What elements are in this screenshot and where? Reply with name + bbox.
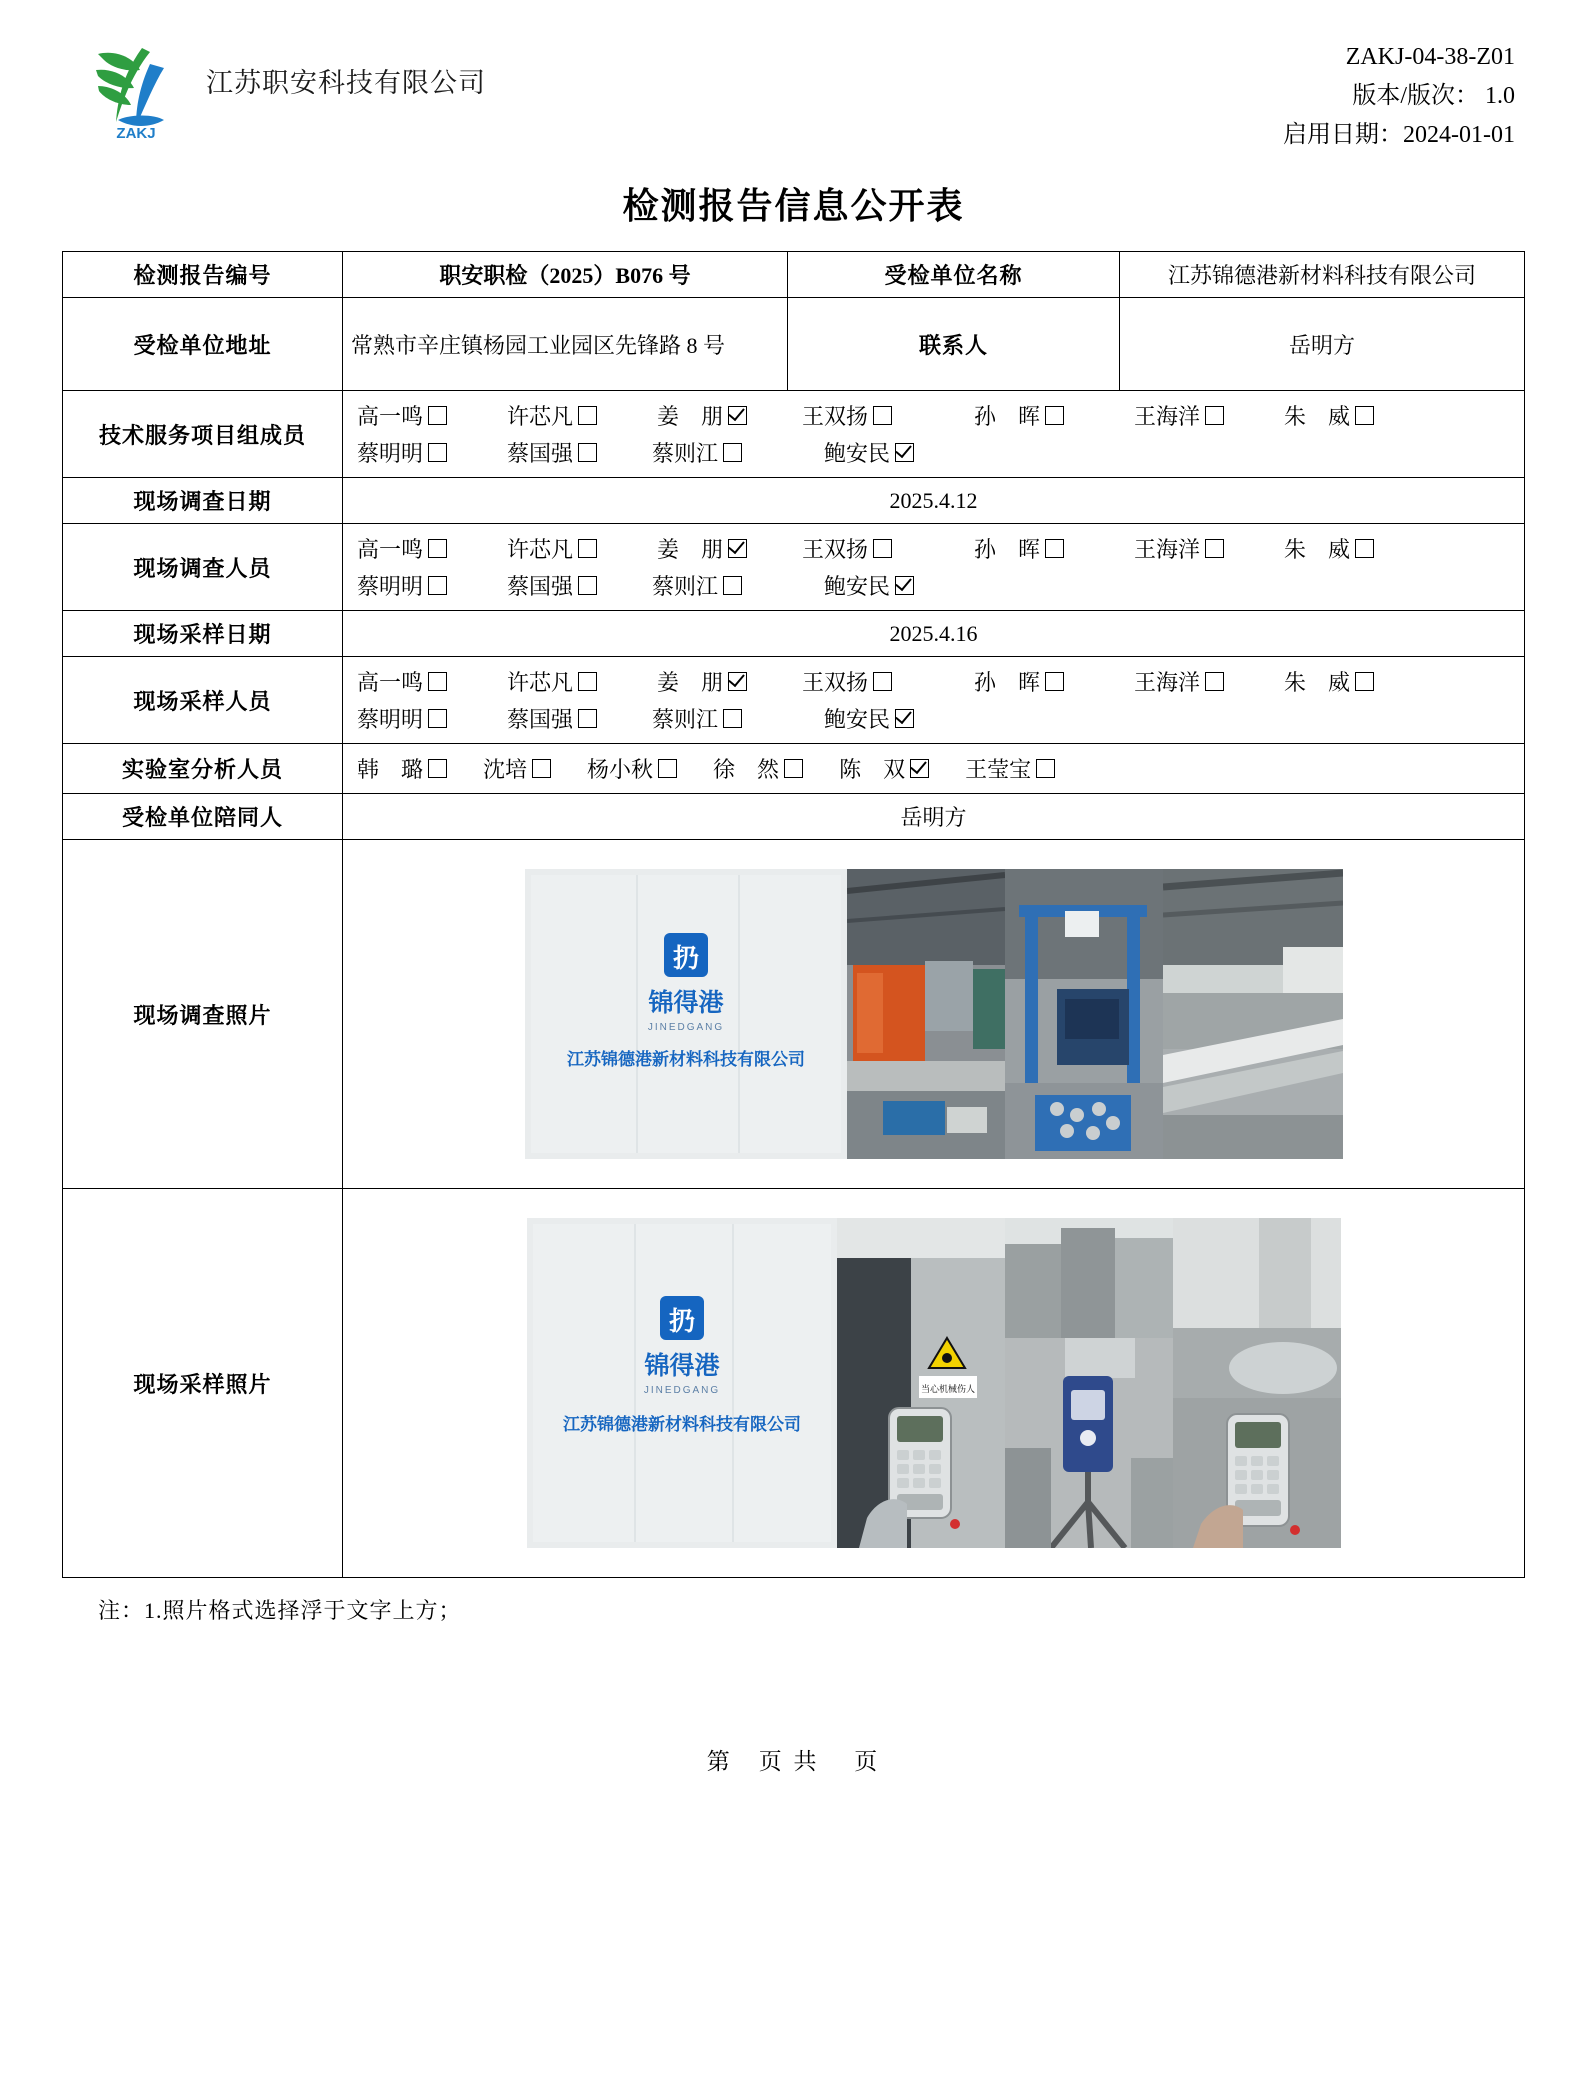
checkbox-icon[interactable] [1205,406,1224,425]
checkbox-icon[interactable] [578,406,597,425]
member-checkbox[interactable]: 蔡明明 [357,437,507,468]
table-row-lab-people [63,744,1525,794]
page-title: 检测报告信息公开表 [622,186,965,226]
table-row-survey-date [63,478,1525,524]
member-checkbox[interactable]: 王双扬 [802,666,974,697]
checkbox-icon[interactable] [578,672,597,691]
client-name-label: 受检单位名称 [788,252,1120,298]
signboard-company: 江苏锦德港新材料科技有限公司 [562,1415,801,1434]
sampling-people-list [343,661,1524,739]
member-checkbox[interactable]: 王莹宝 [965,753,1055,784]
signboard-brand-en: JINEDGANG [643,1385,720,1396]
photo-sampling-pump-tripod [1005,1218,1173,1548]
doc-effective-date: 启用日期：2024-01-01 [1283,121,1515,148]
lab-people-list [343,748,1524,789]
member-checkbox[interactable]: 韩 璐 [357,753,447,784]
checkbox-icon[interactable] [723,709,742,728]
checkbox-icon[interactable] [910,759,929,778]
member-checkbox[interactable]: 孙 晖 [974,666,1134,697]
member-checkbox[interactable]: 蔡明明 [357,570,507,601]
member-checkbox[interactable]: 姜 朋 [657,666,802,697]
table-row-survey-photos [63,840,1525,1189]
member-checkbox[interactable]: 朱 威 [1284,400,1434,431]
table-row-sampling-date [63,611,1525,657]
member-checkbox[interactable]: 鲍安民 [824,570,984,601]
member-checkbox[interactable]: 姜 朋 [657,533,802,564]
member-checkbox[interactable]: 沈培 [483,753,551,784]
photo-company-signboard [527,1218,837,1548]
checkbox-icon[interactable] [895,576,914,595]
sampling-date-value: 2025.4.16 [343,611,1525,657]
lab-people-label: 实验室分析人员 [63,744,343,794]
sampling-photos-cell [343,1189,1525,1578]
checkbox-icon[interactable] [784,759,803,778]
client-addr-label: 受检单位地址 [63,298,343,391]
sampling-photo-strip [351,1196,1516,1570]
member-checkbox[interactable]: 王海洋 [1134,666,1284,697]
checkbox-icon[interactable] [428,759,447,778]
contact-value: 岳明方 [1120,298,1525,391]
checkbox-icon[interactable] [1045,539,1064,558]
member-checkbox[interactable]: 鲍安民 [824,437,984,468]
checkbox-icon[interactable] [428,443,447,462]
checkbox-icon[interactable] [428,672,447,691]
report-no-label: 检测报告编号 [63,252,343,298]
member-checkbox[interactable]: 王双扬 [802,533,974,564]
survey-photos-cell [343,840,1525,1189]
member-checkbox[interactable]: 杨小秋 [587,753,677,784]
table-row-address [63,298,1525,391]
member-checkbox[interactable]: 陈 双 [839,753,929,784]
table-row-survey-people [63,524,1525,611]
checkbox-icon[interactable] [1205,539,1224,558]
member-checkbox[interactable]: 蔡则江 [652,703,824,734]
sampling-photos-label: 现场采样照片 [63,1189,343,1578]
checkbox-icon[interactable] [658,759,677,778]
checkbox-icon[interactable] [728,672,747,691]
warning-label: 当心机械伤人 [920,1384,975,1394]
signboard-brand-cn: 锦得港 [648,990,724,1017]
sampling-people-cell [343,657,1525,744]
contact-label: 联系人 [788,298,1120,391]
member-checkbox[interactable]: 蔡明明 [357,703,507,734]
survey-date-label: 现场调查日期 [63,478,343,524]
checkbox-icon[interactable] [728,406,747,425]
checkbox-icon[interactable] [1045,406,1064,425]
member-checkbox[interactable]: 许芯凡 [507,533,657,564]
signboard-company: 江苏锦德港新材料科技有限公司 [566,1050,805,1069]
table-row-escort [63,794,1525,840]
checkbox-icon[interactable] [428,709,447,728]
photo-company-signboard [525,869,847,1159]
photo-handheld-meter-warning [837,1218,1005,1548]
member-checkbox[interactable]: 姜 朋 [657,400,802,431]
doc-version: 版本/版次： 1.0 [1352,82,1515,109]
member-checkbox[interactable]: 高一鸣 [357,666,507,697]
client-addr-value: 常熟市辛庄镇杨园工业园区先锋路 8 号 [343,298,788,391]
checkbox-icon[interactable] [728,539,747,558]
escort-value: 岳明方 [343,794,1525,840]
photo-handheld-meter-workshop [1173,1218,1341,1548]
checkbox-icon[interactable] [578,709,597,728]
table-row-report-no [63,252,1525,298]
member-checkbox[interactable]: 许芯凡 [507,666,657,697]
lab-people-cell [343,744,1525,794]
survey-photo-strip [351,847,1516,1181]
checkbox-icon[interactable] [723,443,742,462]
doc-code: ZAKJ-04-38-Z01 [1345,44,1515,70]
member-checkbox[interactable]: 朱 威 [1284,666,1434,697]
member-checkbox[interactable]: 王双扬 [802,400,974,431]
member-checkbox[interactable]: 蔡国强 [507,437,652,468]
member-checkbox[interactable]: 孙 晖 [974,533,1134,564]
photo-workshop-line [847,869,1005,1159]
table-row-sampling-people [63,657,1525,744]
checkbox-icon[interactable] [578,539,597,558]
member-checkbox[interactable]: 蔡国强 [507,570,652,601]
checkbox-icon[interactable] [873,406,892,425]
company-name: 江苏职安科技有限公司 [206,67,486,98]
member-checkbox[interactable]: 许芯凡 [507,400,657,431]
brand-block [62,34,486,142]
team-label: 技术服务项目组成员 [63,391,343,478]
checkbox-icon[interactable] [578,576,597,595]
checkbox-icon[interactable] [1355,406,1374,425]
client-name-value: 江苏锦德港新材料科技有限公司 [1120,252,1525,298]
table-row-sampling-photos [63,1189,1525,1578]
checkbox-icon[interactable] [895,443,914,462]
photo-pipe-extrusion [1163,869,1343,1159]
checkbox-icon[interactable] [1036,759,1055,778]
member-checkbox[interactable]: 徐 然 [713,753,803,784]
member-checkbox[interactable]: 高一鸣 [357,400,507,431]
team-members-cell [343,391,1525,478]
checkbox-icon[interactable] [873,672,892,691]
photo-gantry-crane [1005,869,1163,1159]
member-checkbox[interactable]: 高一鸣 [357,533,507,564]
member-checkbox[interactable]: 蔡则江 [652,437,824,468]
member-checkbox[interactable]: 孙 晖 [974,400,1134,431]
checkbox-icon[interactable] [895,709,914,728]
checkbox-icon[interactable] [1355,539,1374,558]
survey-people-label: 现场调查人员 [63,524,343,611]
logo-text: ZAKJ [116,125,156,142]
signboard-brand-cn: 锦得港 [644,1353,720,1380]
svg-text:扔: 扔 [668,1306,695,1336]
checkbox-icon[interactable] [1355,672,1374,691]
svg-text:扔: 扔 [672,943,699,973]
checkbox-icon[interactable] [428,406,447,425]
member-checkbox[interactable]: 朱 威 [1284,533,1434,564]
member-checkbox[interactable]: 蔡国强 [507,703,652,734]
member-checkbox[interactable]: 王海洋 [1134,533,1284,564]
member-checkbox[interactable]: 鲍安民 [824,703,984,734]
checkbox-icon[interactable] [873,539,892,558]
info-table [62,251,1525,1578]
checkbox-icon[interactable] [578,443,597,462]
checkbox-icon[interactable] [1205,672,1224,691]
table-row-team [63,391,1525,478]
survey-people-list [343,528,1524,606]
member-checkbox[interactable]: 蔡则江 [652,570,824,601]
checkbox-icon[interactable] [428,539,447,558]
checkbox-icon[interactable] [723,576,742,595]
company-logo [84,34,188,142]
member-checkbox[interactable]: 王海洋 [1134,400,1284,431]
survey-date-value: 2025.4.12 [343,478,1525,524]
survey-photos-label: 现场调查照片 [63,840,343,1189]
signboard-brand-en: JINEDGANG [647,1022,724,1033]
checkbox-icon[interactable] [532,759,551,778]
document-header [62,34,1525,164]
sampling-people-label: 现场采样人员 [63,657,343,744]
sampling-date-label: 现场采样日期 [63,611,343,657]
page-footer: 第 页 共 页 [706,1749,881,1774]
checkbox-icon[interactable] [428,576,447,595]
header-meta [1283,34,1525,155]
report-no-value: 职安职检（2025）B076 号 [343,252,788,298]
team-members-list [343,395,1524,473]
checkbox-icon[interactable] [1045,672,1064,691]
survey-people-cell [343,524,1525,611]
escort-label: 受检单位陪同人 [63,794,343,840]
footnote: 注：1.照片格式选择浮于文字上方； [98,1598,462,1623]
